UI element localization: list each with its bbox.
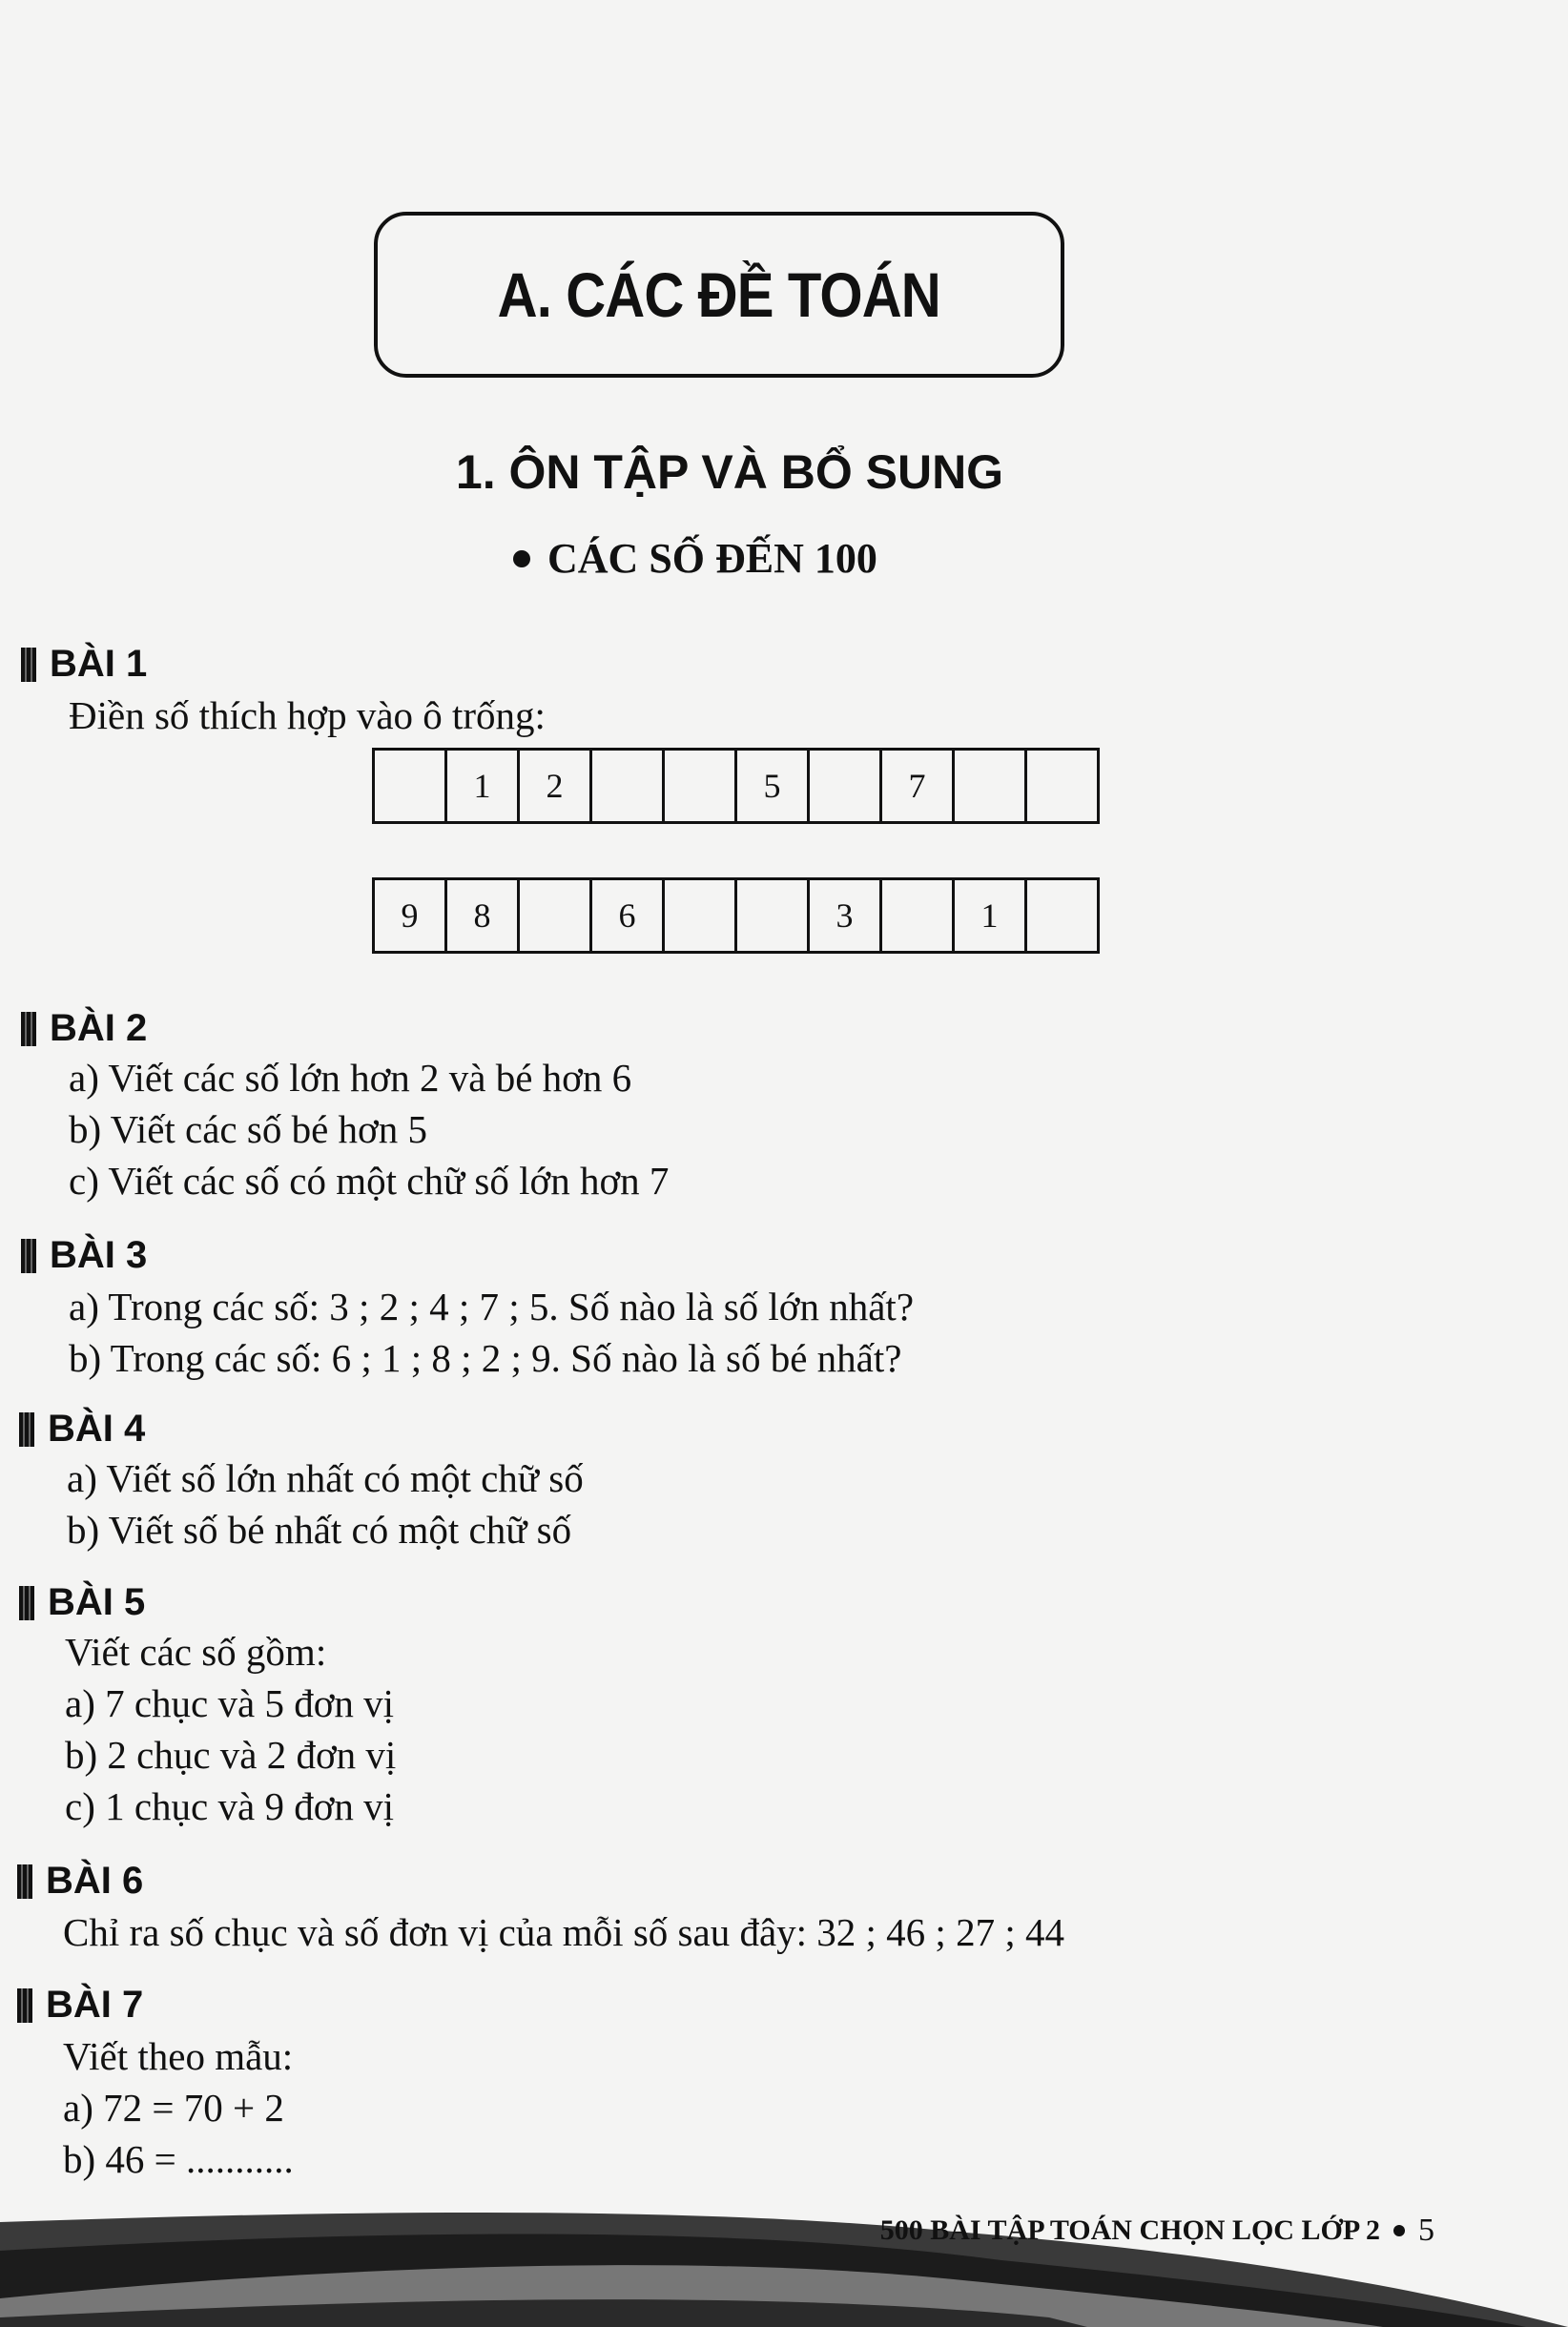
grid-cell[interactable] xyxy=(592,751,665,821)
exercise-2-line: c) Viết các số có một chữ số lớn hơn 7 xyxy=(69,1159,670,1203)
exercise-7-line: a) 72 = 70 + 2 xyxy=(63,2086,284,2130)
exercise-2-line: b) Viết các số bé hơn 5 xyxy=(69,1107,427,1151)
grid-cell[interactable]: 1 xyxy=(447,751,520,821)
grid-cell[interactable] xyxy=(955,751,1027,821)
exercise-5-line: b) 2 chục và 2 đơn vị xyxy=(65,1733,397,1777)
exercise-4-label: BÀI 4 xyxy=(48,1408,146,1450)
grid-cell[interactable] xyxy=(1027,880,1097,951)
exercise-7-line: Viết theo mẫu: xyxy=(63,2034,294,2078)
grid-cell[interactable] xyxy=(882,880,955,951)
bar-marker-icon xyxy=(19,1586,34,1620)
exercise-4-line: b) Viết số bé nhất có một chữ số xyxy=(67,1508,572,1552)
grid-cell[interactable]: 2 xyxy=(520,751,592,821)
exercise-2-heading xyxy=(21,1007,147,1050)
grid-cell[interactable] xyxy=(520,880,592,951)
bullet-icon xyxy=(513,550,530,567)
exercise-5-line: Viết các số gồm: xyxy=(65,1630,327,1674)
book-title: 500 BÀI TẬP TOÁN CHỌN LỌC LỚP 2 xyxy=(879,2214,1380,2246)
bar-marker-icon xyxy=(19,1412,34,1447)
exercise-3-line: a) Trong các số: 3 ; 2 ; 4 ; 7 ; 5. Số nào là số lớn nhất? xyxy=(69,1285,915,1328)
exercise-3-heading xyxy=(21,1234,147,1277)
grid-cell[interactable]: 9 xyxy=(375,880,447,951)
exercise-2-label: BÀI 2 xyxy=(50,1007,148,1049)
bar-marker-icon xyxy=(21,1012,36,1046)
exercise-7-heading xyxy=(17,1984,143,2027)
chapter-title: A. CÁC ĐỀ TOÁN xyxy=(497,259,941,330)
page-number: 5 xyxy=(1418,2213,1434,2248)
grid-cell[interactable]: 1 xyxy=(955,880,1027,951)
exercise-6-heading xyxy=(17,1860,143,1903)
grid-cell[interactable]: 6 xyxy=(592,880,665,951)
exercise-2-line: a) Viết các số lớn hơn 2 và bé hơn 6 xyxy=(69,1056,632,1100)
exercise-1-instruction: Điền số thích hợp vào ô trống: xyxy=(69,693,546,737)
bar-marker-icon xyxy=(17,1864,32,1899)
subsection-heading xyxy=(513,534,877,583)
grid-cell[interactable] xyxy=(737,880,810,951)
exercise-1-label: BÀI 1 xyxy=(50,643,148,685)
exercise-7-label: BÀI 7 xyxy=(46,1984,144,2026)
grid-cell[interactable]: 8 xyxy=(447,880,520,951)
number-grid-2 xyxy=(372,877,1100,954)
exercise-6-label: BÀI 6 xyxy=(46,1860,144,1902)
exercise-1-heading xyxy=(21,643,147,686)
exercise-5-label: BÀI 5 xyxy=(48,1581,146,1623)
exercise-3-line: b) Trong các số: 6 ; 1 ; 8 ; 2 ; 9. Số nào là số bé nhất? xyxy=(69,1336,902,1380)
grid-cell[interactable] xyxy=(810,751,882,821)
exercise-5-line: c) 1 chục và 9 đơn vị xyxy=(65,1784,395,1828)
grid-cell[interactable]: 5 xyxy=(737,751,810,821)
grid-cell[interactable]: 3 xyxy=(810,880,882,951)
subsection-title: CÁC SỐ ĐẾN 100 xyxy=(547,535,877,582)
bar-marker-icon xyxy=(21,648,36,682)
bullet-icon xyxy=(1393,2225,1405,2236)
grid-cell[interactable]: 7 xyxy=(882,751,955,821)
grid-cell[interactable] xyxy=(375,751,447,821)
grid-cell[interactable] xyxy=(665,880,737,951)
exercise-5-heading xyxy=(19,1581,145,1624)
grid-cell[interactable] xyxy=(1027,751,1097,821)
number-grid-1 xyxy=(372,748,1100,824)
exercise-6-line: Chỉ ra số chục và số đơn vị của mỗi số sau đây: 32 ; 46 ; 27 ; 44 xyxy=(63,1910,1064,1954)
chapter-title-box xyxy=(374,212,1064,378)
bar-marker-icon xyxy=(21,1239,36,1273)
exercise-4-heading xyxy=(19,1408,145,1451)
exercise-5-line: a) 7 chục và 5 đơn vị xyxy=(65,1681,395,1725)
grid-cell[interactable] xyxy=(665,751,737,821)
exercise-4-line: a) Viết số lớn nhất có một chữ số xyxy=(67,1456,584,1500)
page-footer xyxy=(880,2213,1434,2249)
bar-marker-icon xyxy=(17,1988,32,2023)
exercise-3-label: BÀI 3 xyxy=(50,1234,148,1276)
section-title: 1. ÔN TẬP VÀ BỔ SUNG xyxy=(455,445,1004,499)
exercise-7-line: b) 46 = ........... xyxy=(63,2137,294,2181)
